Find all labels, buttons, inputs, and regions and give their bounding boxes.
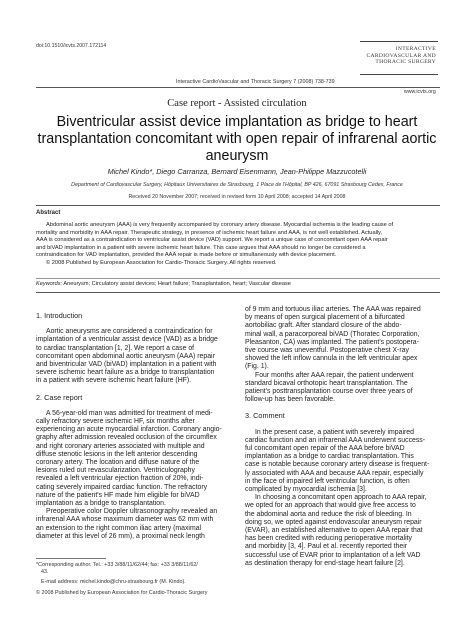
comment-line: has been credited with reducing perioperative mortality (245, 535, 412, 543)
abstract-copyright: © 2008 Published by European Association for Cardio-Thoracic Surgery. All rights reserved. (46, 259, 277, 266)
keywords-list: Aneurysm; Circulatory assist devices; Heart failure; Transplantation, heart; Vascular disease (63, 281, 291, 287)
footnote-copyright: © 2008 Published by European Association for Cardio-Thoracic Surgery (36, 590, 208, 596)
received-dates: Received 20 November 2007; received in revised form 10 April 2008; accepted 14 April 2008 (128, 194, 346, 200)
abstract-line-5: contraindication for VAD implantation, provided the AAA repair is made before or simultaneously with device placement. (36, 252, 337, 259)
keywords-line (36, 281, 291, 287)
intro-line: in a patient with severe ischemic heart failure (HF). (36, 377, 192, 385)
footnote-line: 43. (41, 569, 49, 575)
comment-line: doing so, we opted against endovascular aneurysm repair (245, 518, 422, 526)
footnote-rule (36, 558, 106, 559)
right-column (245, 306, 441, 568)
comment-line: In choosing a concomitant open approach to AAA repair, (255, 494, 427, 502)
comment-line: as destination therapy for end-stage heart failure [2]. (245, 559, 405, 567)
journal-logo (360, 41, 438, 75)
abstract-body (36, 222, 440, 268)
case-line: diffuse stenotic lesions in the left anterior descending (36, 450, 198, 458)
case-line: implantation as a bridge to transplantation. (36, 500, 166, 508)
case-line: graphy after admission revealed occlusion of the circumflex (36, 434, 217, 442)
comment-heading: 3. Comment (245, 411, 285, 421)
comment-line: in the face of impaired left ventricular function, is often (245, 477, 410, 485)
case-line: lesions ruled out revascularization. Ventriculography (36, 467, 195, 475)
intro-line: concomitant open abdominal aortic aneurysm (AAA) repair (36, 352, 215, 360)
abstract-line-4: and biVAD implantation in a patient with severe ischemic heart failure. This case argues that AAA should no longer be considered a (36, 244, 366, 251)
logo-line-1: INTERACTIVE (395, 46, 436, 52)
intro-line: and biventricular VAD (biVAD) implantation in a patient with (36, 361, 217, 369)
case-line: infrarenal AAA whose maximum diameter was 62 mm with (36, 516, 214, 524)
case-cont-line: showed the left inflow cannula in the left ventricular apex (245, 355, 418, 363)
case-heading: 2. Case report (36, 392, 83, 402)
case-line: and right coronary arteries associated with multiple and (36, 442, 205, 450)
case-cont-line: Pleasanton, CA) was implanted. The patient's postopera- (245, 338, 419, 346)
case-cont-line: follow-up has been favorable. (245, 396, 336, 404)
case-line: an extension to the right common iliac artery (maximal (36, 524, 202, 532)
comment-line: and morbidity [3, 4]. Paul et al. recently reported their (245, 543, 408, 551)
case-line: revealed a left ventricular ejection fraction of 20%, indi- (36, 475, 204, 483)
keywords-label: Keywords: (36, 281, 63, 287)
article-title (0, 114, 474, 165)
case-line: A 56-year-old man was admitted for treatment of medi- (46, 409, 213, 417)
comment-line: we opted for an approach that would give free access to (245, 502, 416, 510)
comment-line: (EVAR), an established alternative to open AAA repair that (245, 527, 423, 535)
footnote-line: *Corresponding author. Tel.: +33 3/88/11/62/44; fax: +33 3/88/11/62/ (36, 562, 198, 568)
affiliation: Department of Cardiovascular Surgery, Hôpitaux Universitaires de Strasbourg, 1 Place de l'Hôpital, BP 426, 67091 Strasbourg Cedex, France (71, 182, 403, 188)
comment-line: ful concomitant open repair of the AAA before biVAD (245, 445, 405, 453)
case-line: Preoperative color Doppler ultrasonography revealed an (46, 508, 218, 516)
footnote-email[interactable]: E-mail address: michel.kindo@chru-strasbourg.fr (M. Kindo). (41, 579, 186, 585)
comment-line: ly associated with AAA and because AAA repair, especially (245, 469, 424, 477)
title-line-2: transplantation concomitant with open repair of infrarenal aortic (37, 131, 437, 147)
abstract-line-2: mortality and morbidity in AAA repair. Therapeutic strategy, in presence of ischemic heart failure and AAA, is not well established. Actually, (36, 229, 383, 236)
comment-line: complicated by myocardial ischemia [3]. (245, 486, 367, 494)
comment-line: implantation as a bridge to cardiac transplantation. This (245, 453, 414, 461)
intro-line: to cardiac transplantation [1, 2]. We report a case of (36, 344, 195, 352)
case-cont-line: Four months after AAA repair, the patient underwent (255, 371, 414, 379)
abstract-line-1: Abdominal aortic aneurysm (AAA) is very frequently accompanied by coronary artery disease. Myocardial ischemia is the leading cause of (46, 222, 394, 228)
journal-citation: Interactive CardioVascular and Thoracic Surgery 7 (2008) 738-739 (176, 79, 335, 85)
case-cont-line: standard bicaval orthotopic heart transplantation. The (245, 379, 408, 387)
comment-line: In the present case, a patient with severely impaired (255, 428, 414, 436)
comment-line: the abdominal aorta and reduce the risk of bleeding. In (245, 510, 412, 518)
intro-heading: 1. Introduction (36, 311, 83, 320)
logo-line-3: THORACIC SURGERY (375, 59, 436, 66)
abstract-line-3: AAA is considered as a contraindication to ventricular assist device (VAD) support. We report a unique case of concomitant open AAA repair (36, 237, 388, 244)
case-cont-line: of 9 mm and tortuous iliac arteries. The AAA was repaired (245, 306, 421, 313)
case-line: cally refractory severe ischemic HF, six months after (36, 418, 195, 426)
abstract-bottom-rule (36, 292, 440, 293)
case-line: experiencing an acute myocardial infarction. Coronary angio- (36, 426, 222, 434)
footnotes (36, 562, 232, 597)
case-cont-line: aortobiliac graft. After standard closure of the abdo- (245, 322, 402, 330)
case-cont-line: tive course was uneventful. Postoperative chest X-ray (245, 347, 409, 355)
keywords-rule (36, 278, 440, 279)
case-line: nature of the patient's HF made him eligible for biVAD (36, 491, 200, 499)
case-line: coronary artery. The location and diffuse nature of the (36, 459, 200, 467)
intro-line: implantation of a ventricular assist device (VAD) as a bridge (36, 336, 218, 344)
comment-line: case is notable because coronary artery disease is frequent- (245, 461, 430, 469)
header-rule (36, 87, 440, 88)
title-line-3: aneurysm (205, 148, 269, 164)
author-list: Michel Kindo*, Diego Carranza, Bernard Eisenmann, Jean-Philippe Mazzucotelli (107, 167, 367, 176)
title-line-1: Biventricular assist device implantation as bridge to heart (56, 114, 418, 130)
intro-line: Aortic aneurysms are considered a contraindication for (46, 328, 213, 336)
case-cont-line: patient's posttransplantation course over three years of (245, 388, 413, 396)
comment-line: cardiac function and an infrarenal AAA underwent success- (245, 436, 426, 444)
section-label: Case report - Assisted circulation (167, 98, 307, 109)
journal-website[interactable]: www.icvts.org (404, 89, 436, 95)
case-line: cating severely impaired cardiac function. The refractory (36, 483, 208, 491)
logo-line-2: CARDIOVASCULAR AND (366, 52, 436, 59)
case-cont-line: minal wall, a paracorporeal biVAD (Thoratec Corporation, (245, 330, 420, 338)
case-cont-line: by means of open surgical placement of a bifurcated (245, 314, 405, 322)
abstract-heading: Abstract (36, 210, 61, 216)
abstract-top-rule (36, 205, 440, 206)
left-column (36, 312, 232, 541)
case-line: diameter at this level of 26 mm), a proximal neck length (36, 532, 205, 540)
doi-line: doi:10.1510/icvts.2007.172114 (36, 43, 107, 49)
case-cont-line: (Fig. 1). (245, 363, 269, 371)
intro-line: severe ischemic heart failure as a bridge to transplantation (36, 369, 215, 377)
comment-line: successful use of EVAR prior to implantation of a left VAD (245, 551, 421, 559)
